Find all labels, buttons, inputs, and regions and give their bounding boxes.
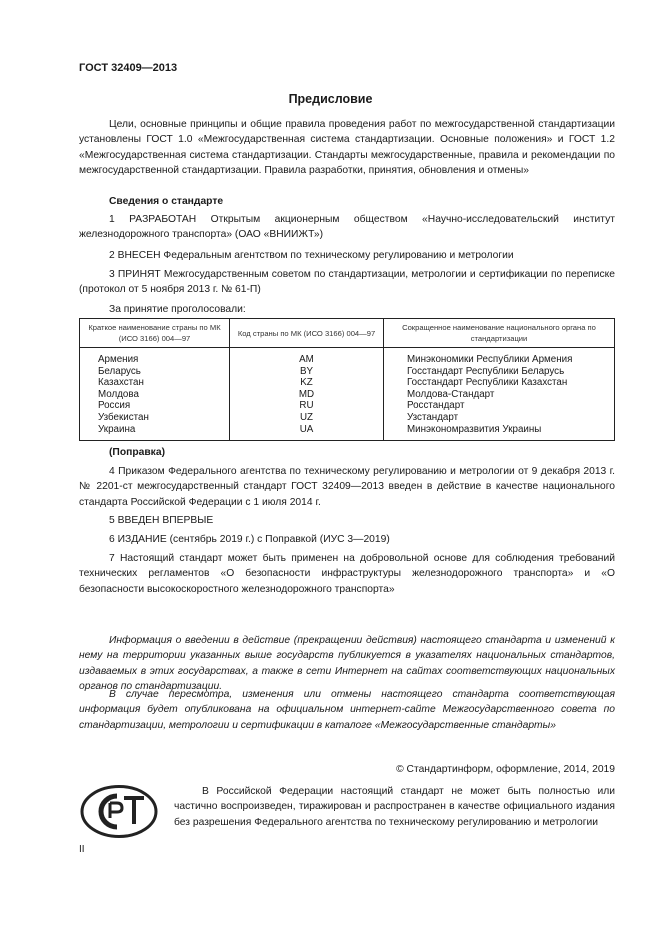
country-cell: Украина: [98, 423, 136, 435]
country-cell: Казахстан: [98, 377, 144, 389]
copyright-line: © Стандартинформ, оформление, 2014, 2019: [396, 764, 615, 775]
amendment-label: (Поправка): [109, 447, 165, 458]
info-paragraph-1: Информация о введении в действие (прекращении действия) настоящего стандарта и изменений к нему на территории указанных выше государств публикуется в указателях национальных стандартов, издаваемых в этих государствах, а также в сети Интернет на сайтах соответствующих национальных органов по стандартизации.: [79, 635, 615, 692]
vote-table-header-code: Код страны по МК (ИСО 3166) 004—97: [230, 319, 384, 348]
country-cell: Россия: [98, 400, 131, 412]
table-row: [80, 412, 615, 424]
body-cell: Минэкономразвития Украины: [407, 423, 542, 435]
preface-title: Предисловие: [288, 92, 373, 106]
country-cell: Молдова: [98, 388, 139, 400]
table-row: [80, 400, 615, 412]
code-cell: KZ: [230, 377, 384, 389]
vote-table-header-country: Краткое наименование страны по МК (ИСО 3166) 004—97: [80, 319, 230, 348]
about-item-3: 3 ПРИНЯТ Межгосударственным советом по стандартизации, метрологии и сертификации по переписке (протокол от 5 ноября 2013 г. № 61-П): [79, 269, 615, 296]
reproduction-notice: В Российской Федерации настоящий стандарт не может быть полностью или частично воспроизведен, тиражирован и распространен в качестве официального издания без разрешения Федерального агентства по техническому регулированию и метрологии: [174, 786, 615, 828]
body-cell: Узстандарт: [407, 411, 459, 423]
about-item-2: 2 ВНЕСЕН Федеральным агентством по техническому регулированию и метрологии: [109, 250, 514, 261]
code-cell: BY: [230, 366, 384, 378]
table-row: [80, 366, 615, 378]
vote-label: За принятие проголосовали:: [109, 304, 246, 315]
country-cell: Армения: [98, 354, 139, 365]
item-6: 6 ИЗДАНИЕ (сентябрь 2019 г.) с Поправкой (ИУС 3—2019): [109, 534, 390, 545]
rst-certification-logo-icon: [79, 784, 159, 839]
body-cell: Госстандарт Республики Казахстан: [407, 377, 568, 389]
item-5: 5 ВВЕДЕН ВПЕРВЫЕ: [109, 515, 214, 526]
country-cell: Узбекистан: [98, 411, 149, 423]
about-heading: Сведения о стандарте: [109, 196, 224, 207]
vote-table-header-row: [80, 319, 615, 348]
code-cell: AM: [230, 348, 384, 366]
page-number: II: [79, 844, 85, 855]
info-paragraph-2: В случае пересмотра, изменения или отмены настоящего стандарта соответствующая информация будет опубликована на официальном интернет-сайте Межгосударственного совета по стандартизации, метрологии и сертификации в каталоге «Межгосударственные стандарты»: [79, 689, 615, 731]
table-row: [80, 424, 615, 441]
body-cell: Минэкономики Республики Армения: [407, 354, 573, 365]
code-cell: MD: [230, 389, 384, 401]
standard-code-header: ГОСТ 32409—2013: [79, 62, 178, 74]
vote-table: [79, 318, 615, 441]
code-cell: RU: [230, 400, 384, 412]
body-cell: Молдова-Стандарт: [407, 388, 495, 400]
about-item-1: 1 РАЗРАБОТАН Открытым акционерным обществом «Научно-исследовательский институт железнодорожного транспорта» (ОАО «ВНИИЖТ»): [79, 214, 615, 241]
vote-table-header-body: Сокращенное наименование национального органа по стандартизации: [384, 319, 615, 348]
table-row: [80, 348, 615, 366]
item-7: 7 Настоящий стандарт может быть применен на добровольной основе для соблюдения требований технических регламентов «О безопасности инфраструктуры железнодорожного транспорта» и «О безопасности высокоскоростного железнодорожного транспорта»: [79, 553, 615, 595]
code-cell: UA: [230, 424, 384, 441]
preface-intro: Цели, основные принципы и общие правила проведения работ по межгосударственной стандартизации установлены ГОСТ 1.0 «Межгосударственная система стандартизации. Основные положения» и ГОСТ 1.2 «Межгосударственная система стандартизации. Стандарты межгосударственные, правила и рекомендации по межгосударственной стандартизации. Правила разработки, принятия, обновления и отмены»: [79, 119, 615, 176]
table-row: [80, 377, 615, 389]
country-cell: Беларусь: [98, 365, 141, 377]
body-cell: Госстандарт Республики Беларусь: [407, 365, 565, 377]
item-4: 4 Приказом Федерального агентства по техническому регулированию и метрологии от 9 декабря 2013 г. № 2201-ст межгосударственный стандарт ГОСТ 32409—2013 введен в действие в качестве национального стандарта Российской Федерации с 1 июля 2014 г.: [79, 466, 615, 508]
table-row: [80, 389, 615, 401]
code-cell: UZ: [230, 412, 384, 424]
body-cell: Росстандарт: [407, 400, 465, 412]
